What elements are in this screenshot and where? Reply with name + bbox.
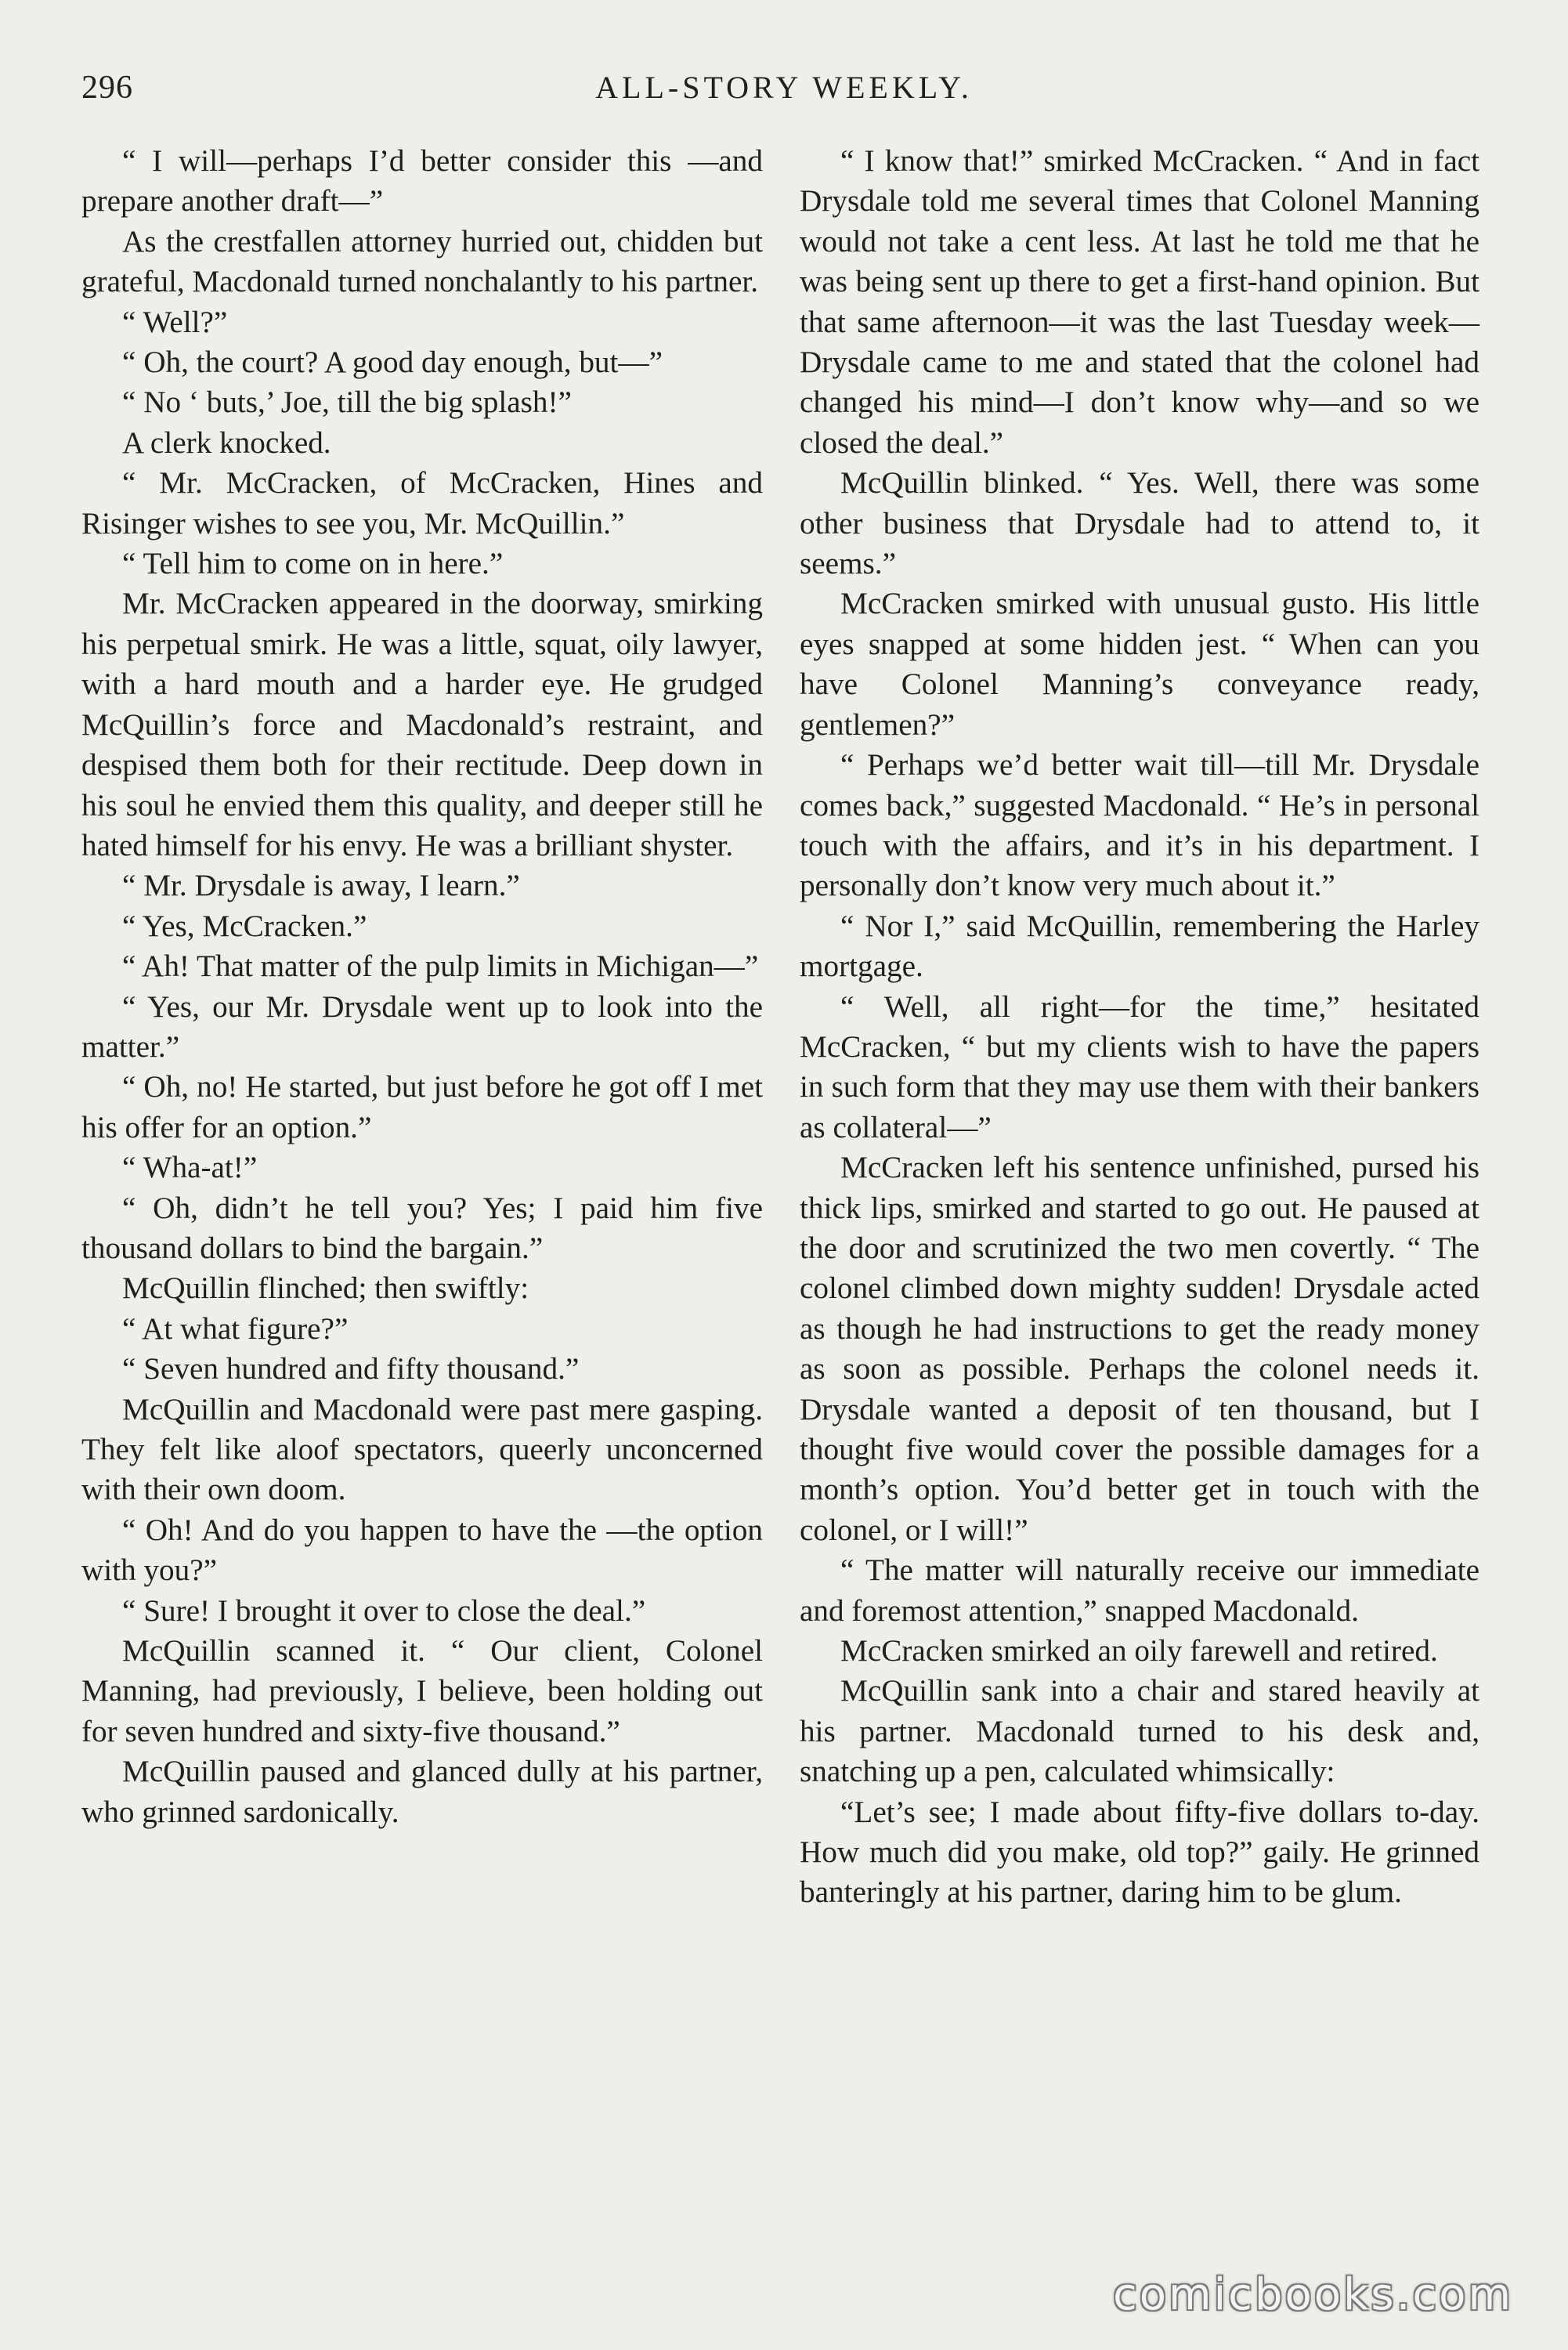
- paragraph: “ Well?”: [122, 305, 228, 339]
- paragraph: “ Yes, our Mr. Drysdale went up to look into the matter.”: [81, 989, 763, 1064]
- paragraph: “ Oh, didn’t he tell you? Yes; I paid him five thousand dollars to bind the bargain.”: [81, 1191, 763, 1265]
- paragraph: “ Oh, the court? A good day enough, but—”: [122, 345, 663, 380]
- paragraph: “ Ah! That matter of the pulp limits in Michigan—”: [122, 949, 759, 984]
- left-column: [81, 141, 763, 1832]
- paragraph: “ Tell him to come on in here.”: [122, 547, 504, 581]
- paragraph: McCracken left his sentence unfinished, pursed his thick lips, smirked and started to go out. He paused at the door and scrutinized the two men covertly. “ The colonel climbed down mighty sudden! Drysdale acted as though he had instructions to get the ready money as soon as possible. Perhaps the colonel needs it. Drysdale wanted a deposit of ten thousand, but I thought five would cover the possible damages for a month’s option. You’d better get in touch with the colonel, or I will!”: [800, 1151, 1479, 1547]
- paragraph: “ I know that!” smirked McCracken. “ And in fact Drysdale told me several times that Colonel Manning would not take a cent less. At last he told me that he was being sent up there to get a first-hand opinion. But that same afternoon—it was the last Tuesday week—Drysdale came to me and stated that the colonel had changed his mind—I don’t know why—and so we closed the deal.”: [800, 144, 1479, 460]
- paragraph: McCracken smirked with unusual gusto. His little eyes snapped at some hidden jest. “ When can you have Colonel Manning’s conveyance ready, gentlemen?”: [800, 587, 1479, 742]
- watermark: comicbooks.com: [1112, 2269, 1513, 2320]
- paragraph: “ Well, all right—for the time,” hesitated McCracken, “ but my clients wish to have the papers in such form that they may use them with their bankers as collateral—”: [800, 989, 1479, 1144]
- page-header: [81, 69, 1487, 116]
- paragraph: “ Nor I,” said McQuillin, remembering the Harley mortgage.: [800, 909, 1479, 984]
- paragraph: “ At what figure?”: [122, 1311, 349, 1346]
- paragraph: “ The matter will naturally receive our immediate and foremost attention,” snapped Macdonald.: [800, 1553, 1479, 1628]
- paragraph: McQuillin scanned it. “ Our client, Colonel Manning, had previously, I believe, been holding out for seven hundred and sixty-five thousand.”: [81, 1634, 763, 1748]
- running-title: ALL-STORY WEEKLY.: [595, 70, 973, 105]
- paragraph: As the crestfallen attorney hurried out, chidden but grateful, Macdonald turned nonchalantly to his partner.: [81, 224, 763, 299]
- paragraph: “ Yes, McCracken.”: [122, 909, 367, 943]
- paragraph: “ Perhaps we’d better wait till—till Mr. Drysdale comes back,” suggested Macdonald. “ He’s in personal touch with the affairs, and it’s in his department. I personally don’t know very much about it.”: [800, 748, 1479, 903]
- paragraph: McQuillin and Macdonald were past mere gasping. They felt like aloof spectators, queerly unconcerned with their own doom.: [81, 1392, 763, 1507]
- paragraph: “ Oh, no! He started, but just before he got off I met his offer for an option.”: [81, 1070, 763, 1144]
- page-number: 296: [81, 70, 133, 106]
- paragraph: “Let’s see; I made about fifty-five dollars to-day. How much did you make, old top?” gaily. He grinned banteringly at his partner, daring him to be glum.: [800, 1795, 1479, 1910]
- paragraph: “ Seven hundred and fifty thousand.”: [122, 1352, 580, 1386]
- paragraph: McQuillin sank into a chair and stared heavily at his partner. Macdonald turned to his desk and, snatching up a pen, calculated whimsically:: [800, 1674, 1479, 1789]
- paragraph: McQuillin flinched; then swiftly:: [122, 1271, 529, 1306]
- paragraph: A clerk knocked.: [122, 425, 331, 460]
- paragraph: McCracken smirked an oily farewell and retired.: [840, 1634, 1438, 1668]
- right-column: [800, 141, 1479, 1913]
- paragraph: “ No ‘ buts,’ Joe, till the big splash!”: [122, 385, 572, 420]
- paragraph: McQuillin paused and glanced dully at his partner, who grinned sardonically.: [81, 1755, 763, 1829]
- paragraph: “ Oh! And do you happen to have the —the option with you?”: [81, 1513, 763, 1588]
- paragraph: “ Sure! I brought it over to close the deal.”: [122, 1593, 646, 1628]
- paragraph: Mr. McCracken appeared in the doorway, smirking his perpetual smirk. He was a little, squat, oily lawyer, with a hard mouth and a harder eye. He grudged McQuillin’s force and Macdonald’s restraint, and despised them both for their rectitude. Deep down in his soul he envied them this quality, and deeper still he hated himself for his envy. He was a brilliant shyster.: [81, 587, 763, 862]
- paragraph: “ Wha-at!”: [122, 1151, 258, 1185]
- paragraph: “ I will—perhaps I’d better consider this —and prepare another draft—”: [81, 144, 763, 219]
- paragraph: “ Mr. McCracken, of McCracken, Hines and Risinger wishes to see you, Mr. McQuillin.”: [81, 466, 763, 540]
- paragraph: “ Mr. Drysdale is away, I learn.”: [122, 869, 520, 903]
- paragraph: McQuillin blinked. “ Yes. Well, there was some other business that Drysdale had to attend to, it seems.”: [800, 466, 1479, 581]
